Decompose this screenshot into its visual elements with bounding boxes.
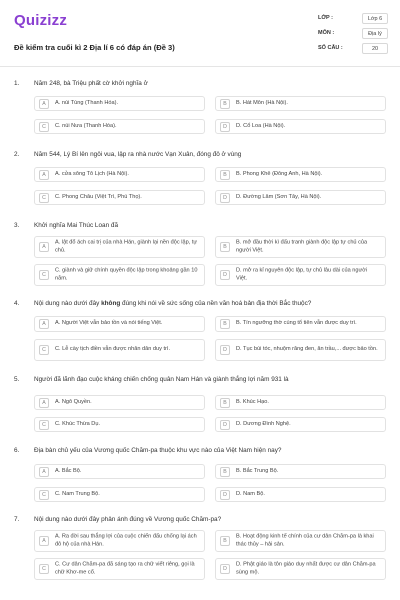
option-a[interactable]: [34, 530, 205, 552]
option-letter-box: D: [220, 345, 230, 355]
option-letter-box: C: [39, 490, 49, 500]
option-c[interactable]: [34, 264, 205, 286]
option-letter-box: B: [220, 398, 230, 408]
option-text: D. Tục búi tóc, nhuộm răng đen, ăn trầu,... được bảo tồn.: [236, 346, 378, 353]
option-letter-box: A: [39, 99, 49, 109]
option-text: C. Phong Châu (Việt Trì, Phú Thọ).: [55, 193, 142, 200]
option-c[interactable]: [34, 558, 205, 580]
option-a[interactable]: [34, 316, 205, 332]
option-letter-box: C: [39, 564, 49, 574]
option-text: C. Nam Trung Bộ.: [55, 490, 100, 497]
option-text: D. Cổ Loa (Hà Nội).: [236, 122, 286, 129]
option-letter-box: B: [220, 242, 230, 252]
question-text-part: đúng khi nói về sức sống của nền văn hoá bản địa thời Bắc thuộc?: [120, 300, 312, 307]
option-a[interactable]: [34, 167, 205, 182]
option-b[interactable]: [215, 167, 386, 182]
option-letter-box: A: [39, 398, 49, 408]
option-text: D. Nam Bộ.: [236, 490, 265, 497]
option-c[interactable]: [34, 119, 205, 134]
meta-value-subject: Địa lý: [362, 28, 388, 39]
option-text: B. Bắc Trung Bộ.: [236, 467, 279, 474]
meta-row-subject: [318, 27, 388, 42]
question-text: [34, 300, 311, 307]
option-b[interactable]: [215, 530, 386, 552]
option-text: B. Tín ngưỡng thờ cúng tổ tiên vẫn được duy trì.: [236, 320, 357, 327]
option-d[interactable]: [215, 417, 386, 432]
option-d[interactable]: [215, 487, 386, 502]
option-letter-box: D: [220, 270, 230, 280]
option-letter-box: B: [220, 170, 230, 180]
option-text: B. Phong Khê (Đông Anh, Hà Nội).: [236, 170, 323, 177]
option-text: C. Cư dân Chăm-pa đã sáng tạo ra chữ viết riêng, gọi là chữ Khơ-me cổ.: [55, 561, 195, 575]
option-a[interactable]: [34, 236, 205, 258]
option-d[interactable]: [215, 558, 386, 580]
option-text: A. Người Việt vẫn bảo tồn và nói tiếng Việt.: [55, 320, 163, 327]
question-number: 4.: [14, 300, 20, 307]
meta-info: [318, 12, 388, 57]
option-c[interactable]: [34, 487, 205, 502]
option-b[interactable]: [215, 464, 386, 479]
option-letter-box: D: [220, 193, 230, 203]
option-letter-box: C: [39, 122, 49, 132]
option-b[interactable]: [215, 96, 386, 111]
option-letter-box: B: [220, 319, 230, 329]
option-letter-box: C: [39, 193, 49, 203]
option-letter-box: C: [39, 420, 49, 430]
option-text: A. Ra đời sau thắng lợi của cuộc chiến đấu chống lại ách đô hộ của nhà Hán.: [55, 533, 197, 547]
meta-value-class: Lớp 6: [362, 13, 388, 24]
option-c[interactable]: [34, 417, 205, 432]
option-text: B. mở đầu thời kì đấu tranh giành độc lập tự chủ của người Việt.: [236, 239, 368, 253]
header-divider: [0, 66, 400, 67]
option-d[interactable]: [215, 190, 386, 205]
option-a[interactable]: [34, 96, 205, 111]
option-text: B. Khúc Hạo.: [236, 398, 269, 405]
question-text: Năm 544, Lý Bí lên ngôi vua, lập ra nhà nước Vạn Xuân, đóng đô ở vùng: [34, 151, 242, 158]
option-d[interactable]: [215, 264, 386, 286]
option-letter-box: B: [220, 467, 230, 477]
option-text: A. Ngô Quyền.: [55, 398, 92, 405]
option-a[interactable]: [34, 395, 205, 410]
question-text: Địa bàn chủ yếu của Vương quốc Chăm-pa thuộc khu vực nào của Việt Nam hiện nay?: [34, 447, 282, 454]
option-text: A. cửa sông Tô Lịch (Hà Nội).: [55, 170, 129, 177]
option-text: C. Khúc Thừa Dụ.: [55, 420, 100, 427]
question-text: Người đã lãnh đạo cuộc kháng chiến chống quân Nam Hán và giành thắng lợi năm 931 là: [34, 376, 289, 383]
option-letter-box: D: [220, 564, 230, 574]
question-number: 3.: [14, 222, 20, 229]
meta-label: LỚP :: [318, 15, 333, 21]
option-letter-box: C: [39, 270, 49, 280]
option-letter-box: A: [39, 319, 49, 329]
option-text: D. Phật giáo là tôn giáo duy nhất được cư dân Chăm-pa sùng mộ.: [236, 561, 376, 575]
meta-row-class: [318, 12, 388, 27]
meta-value-question-count: 20: [362, 43, 388, 54]
option-b[interactable]: [215, 316, 386, 332]
option-text: B. Hát Môn (Hà Nội).: [236, 99, 288, 106]
question-number: 7.: [14, 516, 20, 523]
option-text: A. núi Tùng (Thanh Hóa).: [55, 99, 119, 106]
question-text-emphasis: không: [101, 300, 121, 307]
option-letter-box: D: [220, 420, 230, 430]
option-text: B. Hoạt động kinh tế chính của cư dân Chăm-pa là khai thác thủy – hải sản.: [236, 533, 374, 547]
meta-row-question-count: [318, 42, 388, 57]
option-letter-box: B: [220, 99, 230, 109]
option-letter-box: B: [220, 536, 230, 546]
option-text: C. giành và giữ chính quyền độc lập trong khoảng gần 10 năm.: [55, 267, 198, 281]
option-text: D. mở ra kỉ nguyên độc lập, tự chủ lâu dài của người Việt.: [236, 267, 368, 281]
option-b[interactable]: [215, 236, 386, 258]
option-d[interactable]: [215, 339, 386, 361]
option-text: A. Bắc Bộ.: [55, 467, 82, 474]
question-number: 6.: [14, 447, 20, 454]
option-letter-box: C: [39, 345, 49, 355]
question-text: Nội dung nào dưới đây phản ánh đúng về Vương quốc Chăm-pa?: [34, 516, 222, 523]
question-number: 2.: [14, 151, 20, 158]
question-text: Khởi nghĩa Mai Thúc Loan đã: [34, 222, 119, 229]
option-letter-box: A: [39, 242, 49, 252]
meta-label: MÔN :: [318, 30, 335, 36]
option-letter-box: D: [220, 490, 230, 500]
option-letter-box: D: [220, 122, 230, 132]
option-c[interactable]: [34, 339, 205, 361]
option-text: C. Lễ cày tịch điền vẫn được nhân dân duy trì.: [55, 346, 171, 353]
option-text: D. Dương Đình Nghệ.: [236, 420, 291, 427]
question-number: 1.: [14, 80, 20, 87]
option-text: C. núi Nưa (Thanh Hóa).: [55, 122, 117, 129]
quizizz-logo: Quizizz: [14, 12, 68, 29]
option-text: D. Đường Lâm (Sơn Tây, Hà Nội).: [236, 193, 322, 200]
option-text: A. lật đổ ách cai trị của nhà Hán, giành lại nền độc lập, tự chủ.: [55, 239, 198, 253]
option-letter-box: A: [39, 536, 49, 546]
question-text: Năm 248, bà Triệu phất cờ khởi nghĩa ở: [34, 80, 148, 87]
document-title: Đề kiểm tra cuối kì 2 Địa lí 6 có đáp án (Đề 3): [14, 43, 175, 52]
option-letter-box: A: [39, 467, 49, 477]
option-d[interactable]: [215, 119, 386, 134]
option-a[interactable]: [34, 464, 205, 479]
meta-label: SỐ CÂU :: [318, 45, 343, 51]
option-b[interactable]: [215, 395, 386, 410]
option-letter-box: A: [39, 170, 49, 180]
option-c[interactable]: [34, 190, 205, 205]
question-text-part: Nội dung nào dưới đây: [34, 300, 102, 307]
question-number: 5.: [14, 376, 20, 383]
